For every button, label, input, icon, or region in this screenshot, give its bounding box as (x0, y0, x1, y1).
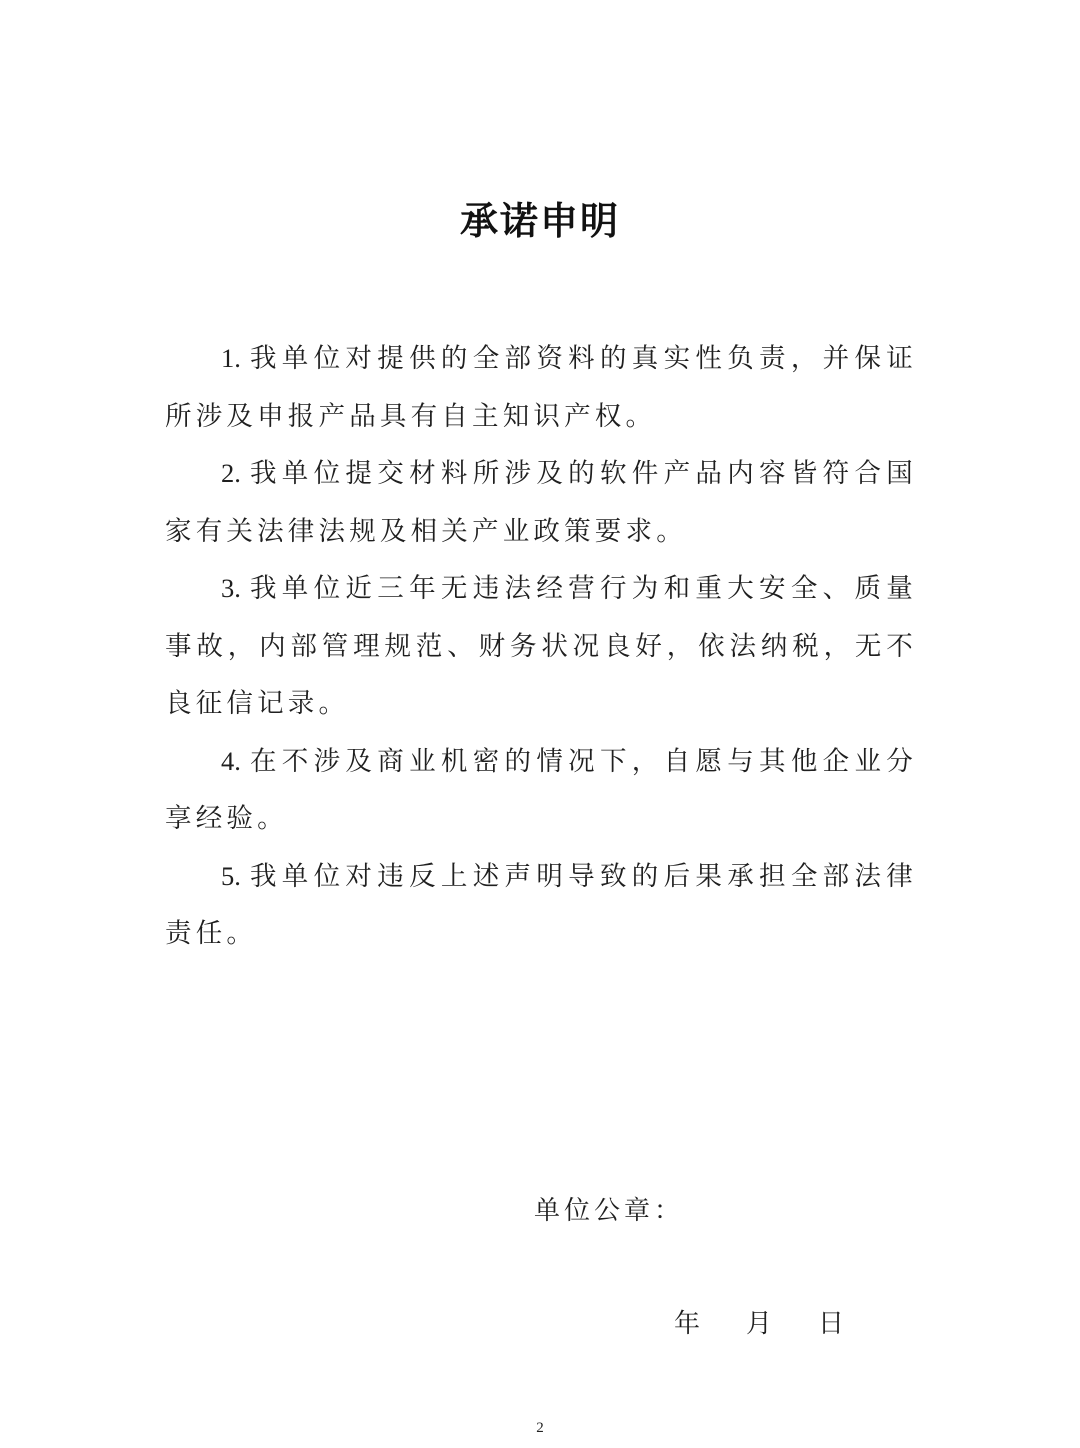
item-number: 4. (221, 745, 241, 776)
official-seal-label: 单位公章： (534, 1196, 685, 1226)
signature-date (674, 1303, 844, 1340)
date-month: 月 (746, 1309, 773, 1339)
commitment-item-1 (165, 330, 917, 445)
item-text: 我单位提交材料所涉及的软件产品内容皆符合国家有关法律法规及相关产业政策要求。 (165, 458, 917, 547)
item-text: 我单位对提供的全部资料的真实性负责，并保证所涉及申报产品具有自主知识产权。 (165, 343, 917, 432)
commitment-item-5 (165, 848, 917, 963)
item-text: 我单位对违反上述声明导致的后果承担全部法律责任。 (165, 860, 917, 949)
item-number: 1. (221, 343, 241, 373)
commitment-list (165, 330, 917, 963)
item-number: 3. (221, 573, 241, 603)
commitment-item-4 (165, 733, 917, 848)
item-text: 在不涉及商业机密的情况下，自愿与其他企业分享经验。 (165, 745, 917, 834)
date-day: 日 (818, 1309, 845, 1339)
date-year: 年 (674, 1309, 701, 1339)
commitment-item-2 (165, 445, 917, 560)
item-number: 2. (221, 458, 241, 488)
item-text: 我单位近三年无违法经营行为和重大安全、质量事故，内部管理规范、财务状况良好，依法纳税，无不良征信记录。 (165, 573, 917, 719)
commitment-item-3 (165, 560, 917, 733)
document-title: 承诺申明 (459, 199, 620, 243)
item-number: 5. (221, 860, 241, 891)
page-number: 2 (536, 1420, 544, 1436)
